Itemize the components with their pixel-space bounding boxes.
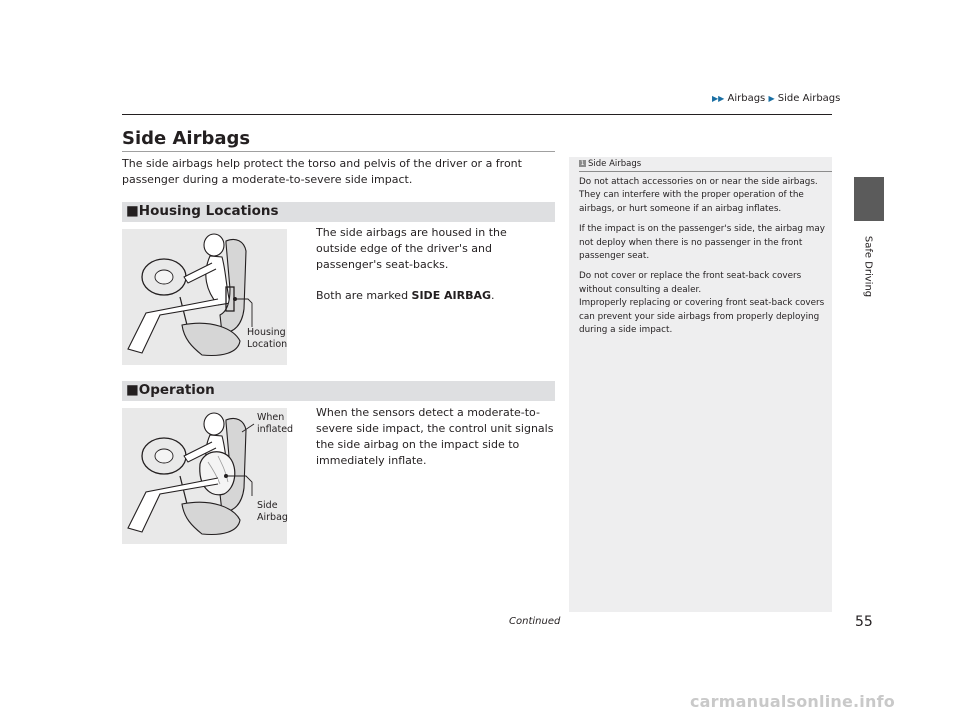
side-airbag-marking: SIDE AIRBAG xyxy=(411,289,492,302)
breadcrumb-separator-icon: ▶ xyxy=(768,94,775,103)
housing-marking-paragraph xyxy=(316,288,546,304)
chapter-tab-marker xyxy=(854,177,884,221)
section-heading-operation-text: ■Operation xyxy=(126,382,215,398)
breadcrumb-arrow-icon: ▶▶ xyxy=(712,94,725,103)
breadcrumb-item-airbags[interactable]: Airbags xyxy=(727,93,766,104)
operation-figure xyxy=(122,408,303,544)
note-paragraph: Do not cover or replace the front seat-back covers without consulting a dealer. xyxy=(579,271,802,295)
section-heading-operation xyxy=(122,381,555,401)
note-body xyxy=(579,176,825,344)
side-airbag-label xyxy=(257,500,288,524)
note-ref-icon: 1 xyxy=(580,160,585,167)
continued-label: Continued xyxy=(509,616,561,627)
section-heading-housing xyxy=(122,202,555,222)
breadcrumb xyxy=(712,93,840,104)
watermark: carmanualsonline.info xyxy=(690,692,895,711)
section-heading-housing-text: ■Housing Locations xyxy=(126,203,279,219)
side-note xyxy=(569,157,832,612)
housing-paragraph: The side airbags are housed in the outside edge of the driver's and passenger's seat-backs. xyxy=(316,226,507,271)
chapter-tab-label: Safe Driving xyxy=(862,235,874,298)
when-inflated-label-line1: When xyxy=(257,412,285,423)
note-paragraph: Improperly replacing or covering front seat-back covers can prevent your side airbags from properly deploying during a side impact. xyxy=(579,298,825,336)
when-inflated-label xyxy=(257,412,293,436)
note-heading-text: Side Airbags xyxy=(588,159,642,169)
intro-paragraph: The side airbags help protect the torso and pelvis of the driver or a front passenger during a moderate-to-severe side impact. xyxy=(122,157,522,186)
housing-location-label-line2: Location xyxy=(247,339,288,350)
breadcrumb-item-side-airbags[interactable]: Side Airbags xyxy=(777,93,841,104)
operation-paragraph: When the sensors detect a moderate-to-severe side impact, the control unit signals the side airbag on the impact side to immediately inflate. xyxy=(316,406,554,467)
page-title: Side Airbags xyxy=(122,128,251,149)
housing-location-label xyxy=(247,327,287,351)
note-paragraph: If the impact is on the passenger's side, the airbag may not deploy when there is no passenger in the front passenger seat. xyxy=(579,224,825,262)
chapter-tab xyxy=(838,225,898,325)
side-airbag-label-line2: Airbag xyxy=(257,512,288,523)
note-paragraph: Do not attach accessories on or near the side airbags. They can interfere with the proper operation of the airbags, or hurt someone if an airbag inflates. xyxy=(579,177,818,214)
when-inflated-label-line2: inflated xyxy=(257,424,294,435)
housing-marking-prefix: Both are marked xyxy=(316,289,412,302)
title-divider xyxy=(122,151,555,152)
housing-location-figure xyxy=(122,229,303,365)
housing-location-label-line1: Housing xyxy=(247,327,286,338)
housing-marking-suffix: . xyxy=(491,289,495,302)
side-airbag-label-line1: Side xyxy=(257,500,278,511)
note-heading xyxy=(579,159,641,169)
page-number: 55 xyxy=(855,614,873,630)
note-divider xyxy=(579,171,832,172)
header-divider xyxy=(122,114,832,115)
